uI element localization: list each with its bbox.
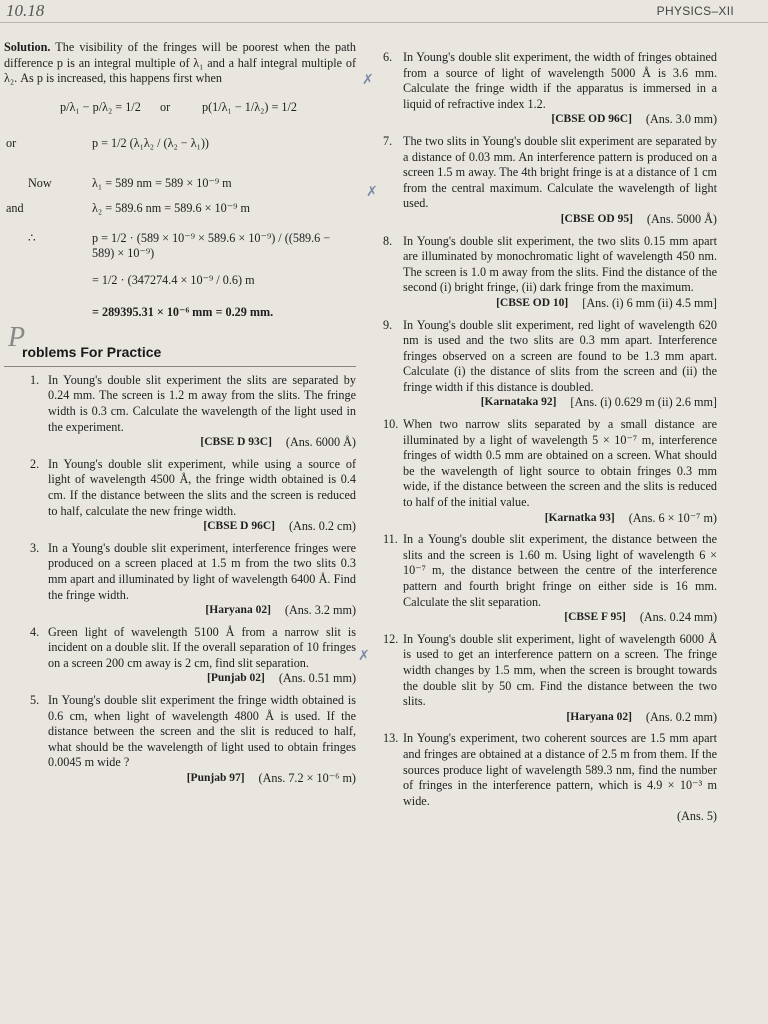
and-body: λ₂ = 589.6 nm = 589.6 × 10⁻⁹ m — [92, 200, 250, 215]
problem-source: [CBSE OD 10] — [496, 296, 569, 309]
problem-answer: (Ans. 5) — [677, 809, 717, 824]
problem-number: 5. — [30, 693, 40, 708]
eq1-rhs: p(1/λ₁ − 1/λ₂) = 1/2 — [202, 99, 297, 114]
equation-and — [4, 198, 356, 220]
problem-source: [Haryana 02] — [566, 710, 632, 723]
problem-answer: (Ans. 3.0 mm) — [645, 112, 717, 127]
problem-answer: (Ans. 0.2 cm) — [288, 519, 356, 534]
therefore-label: ∴ — [28, 230, 36, 245]
problem-answer: (Ans. 0.24 mm) — [639, 610, 717, 625]
problem-source-answer — [48, 671, 356, 687]
problem-source-answer — [48, 519, 356, 535]
result-body: = 289395.31 × 10⁻⁶ mm = 0.29 mm. — [92, 304, 274, 319]
pen-mark-icon: ✗ — [362, 72, 374, 88]
problem-item — [383, 632, 717, 726]
problem-number: 3. — [30, 540, 40, 555]
problem-item — [383, 532, 717, 626]
problem-source: [Punjab 02] — [206, 672, 265, 685]
equation-2 — [4, 133, 356, 155]
problem-source: [Karnatka 93] — [544, 511, 615, 524]
problem-number: 7. — [383, 133, 393, 148]
section-title: roblems For Practice — [22, 343, 162, 360]
solution-paragraph — [4, 40, 356, 87]
eq2-label: or — [6, 135, 17, 150]
problem-answer: [Ans. (i) 0.629 m (ii) 2.6 mm] — [570, 395, 717, 410]
page-number: 10.18 — [6, 1, 45, 20]
problem-number: 12. — [383, 631, 399, 646]
problem-text: In Young's double slit experiment, the width of fringes obtained from a source of light of wavelength 5000 Å is 3.6 mm. Calculate the fringe width if the apparatus is immersed in a liquid of refractive index 1.2. — [403, 50, 717, 111]
problem-source-answer — [403, 511, 717, 527]
problem-number: 8. — [383, 233, 393, 248]
eq1-lhs: p/λ₁ − p/λ₂ = 1/2 — [60, 99, 141, 114]
equation-now — [4, 173, 356, 195]
problem-item — [4, 541, 356, 619]
problem-number: 2. — [30, 456, 40, 471]
therefore-body: p = 1/2 · (589 × 10⁻⁹ × 589.6 × 10⁻⁹) / ((589.6 − 589) × 10⁻⁹) — [92, 230, 331, 261]
problem-number: 9. — [383, 317, 393, 332]
now-label: Now — [28, 175, 52, 190]
problem-text: In Young's double slit experiment, light of wavelength 6000 Å is used to get an interference pattern on a screen. The fringe width changes by 1.5 mm, when the screen is brought towards the double slit by 50 cm. Find the distance between the two slits. — [403, 631, 717, 709]
and-label: and — [6, 200, 24, 215]
equation-therefore — [4, 228, 356, 262]
problem-text: In Young's double slit experiment the slits are separated by 0.24 mm. The screen is 1.2 m away from the slits. The fringe width is 0.3 cm. Calculate the wavelength of the light used in the experiment. — [48, 372, 356, 434]
right-column — [383, 44, 717, 825]
page-header — [0, 0, 768, 23]
problem-item — [383, 134, 717, 228]
problem-number: 1. — [30, 372, 40, 387]
problem-source-answer — [48, 771, 356, 787]
problem-text: In Young's double slit experiment the fringe width obtained is 0.6 cm, when light of wavelength 4800 Å is used. If the distance between the screen and the slit is reduced to half, what should be the wavelength of light used to obtain fringes 0.0045 m wide ? — [48, 693, 356, 770]
problem-number: 4. — [30, 624, 40, 639]
problem-item — [383, 234, 717, 312]
equation-result — [4, 302, 356, 324]
problem-text: In Young's double slit experiment, while using a source of light of wavelength 4500 Å, the fringe width obtained is 0.4 cm. If the distance between the slits and the screen is reduced to half, calculate the new fringe width. — [48, 456, 356, 518]
solution-label: Solution. — [4, 40, 51, 54]
problem-source: [CBSE OD 95] — [560, 212, 633, 225]
subject-title: PHYSICS–XII — [656, 4, 734, 18]
left-problem-list — [4, 373, 356, 787]
problem-answer: (Ans. 3.2 mm) — [284, 603, 356, 618]
pen-mark-icon: ✗ — [366, 184, 378, 200]
problem-source-answer — [403, 809, 717, 825]
problem-item — [4, 693, 356, 787]
problem-source-answer — [48, 435, 356, 451]
problem-source: [CBSE D 93C] — [200, 436, 272, 449]
eq2-body: p = 1/2 (λ₁λ₂ / (λ₂ − λ₁)) — [92, 135, 209, 150]
problem-number: 6. — [383, 50, 393, 64]
problem-text: The two slits in Young's double slit experiment are separated by a distance of 0.03 mm. An interference pattern is produced on a screen 1.5 m away. The 4th bright fringe is at a distance of 1 cm from the central maximum. Calculate the wavelength of light used. — [403, 133, 717, 211]
section-heading — [4, 321, 356, 367]
right-problem-list — [383, 50, 717, 825]
problem-source: [Punjab 97] — [186, 772, 245, 785]
problem-source-answer — [403, 296, 717, 312]
problem-source: [CBSE D 96C] — [203, 520, 275, 533]
problem-source: [CBSE OD 96C] — [551, 113, 632, 126]
problem-item — [4, 625, 356, 687]
problem-item — [383, 50, 717, 128]
problem-text: When two narrow slits separated by a small distance are illuminated by a light of wavelength 5 × 10⁻⁷ m, interference fringes of width 0.5 mm are obtained on a screen. What should be the wavelength of light source to obtain fringes 0.3 mm wide, if the distance between the screen and the slits is reduced to half of the initial value. — [403, 417, 717, 510]
problem-text: Green light of wavelength 5100 Å from a narrow slit is incident on a double slit. If the overall separation of 10 fringes on a screen 200 cm away is 2 cm, find slit separation. — [48, 624, 356, 670]
problem-number: 10. — [383, 417, 399, 432]
problem-item — [383, 318, 717, 412]
problem-text: In Young's double slit experiment, the two slits 0.15 mm apart are illuminated by monochromatic light of wavelength 450 nm. The screen is 1.0 m away from the slits. Find the distance of the second (i) bright fringe, (ii) dark fringe from the maximum. — [403, 233, 717, 295]
problem-number: 11. — [383, 532, 398, 547]
eq1-or: or — [160, 99, 171, 114]
problem-item — [4, 457, 356, 535]
problem-item — [383, 417, 717, 526]
problem-source-answer — [403, 610, 717, 626]
pen-mark-icon: ✗ — [358, 648, 370, 664]
problem-item — [383, 731, 717, 825]
problem-answer: (Ans. 5000 Å) — [646, 211, 717, 226]
equation-step — [4, 270, 356, 292]
equation-1 — [4, 97, 356, 119]
problem-answer: (Ans. 7.2 × 10⁻⁶ m) — [258, 771, 356, 786]
problem-answer: (Ans. 6000 Å) — [285, 435, 356, 450]
problem-source: [Haryana 02] — [205, 604, 271, 617]
problem-answer: (Ans. 0.2 mm) — [645, 709, 717, 724]
problem-item — [4, 373, 356, 451]
problem-answer: (Ans. 6 × 10⁻⁷ m) — [628, 510, 717, 525]
now-body: λ₁ = 589 nm = 589 × 10⁻⁹ m — [92, 175, 232, 190]
left-column — [4, 40, 356, 787]
problem-source-answer — [48, 603, 356, 619]
problem-source-answer — [403, 395, 717, 411]
problem-text: In Young's double slit experiment, red light of wavelength 620 nm is used and the two slits are 0.3 mm apart. Interference fringes observed on a screen are found to be 1.3 mm apart. Calculate (i) the distance of slits from the screen and (ii) the fringe width if this distance is doubled. — [403, 317, 717, 394]
problem-source-answer — [403, 112, 717, 128]
problem-text: In a Young's double slit experiment, interference fringes were produced on a screen placed at 1.5 m from the two slits 0.3 mm apart and illuminated by light of wavelength 6400 Å. Find the fringe width. — [48, 540, 356, 602]
problem-text: In Young's experiment, two coherent sources are 1.5 mm apart and fringes are obtained at a distance of 2.5 m from them. If the sources produce light of wavelength 589.3 nm, find the number of fringes in the interference pattern, which is 4.9 × 10⁻³ m wide. — [403, 731, 717, 808]
problem-source: [Karnataka 92] — [480, 396, 557, 409]
problem-text: In a Young's double slit experiment, the distance between the slits and the screen is 1.60 m. Using light of wavelength 6 × 10⁻⁷ m, the distance between the centre of the interference pattern and fourth bright fringe on either side is 16 mm. Calculate the slit separation. — [403, 532, 717, 609]
solution-text: The visibility of the fringes will be poorest when the path difference p is an integral multiple of λ₁ and a half integral multiple of λ₂. As p is increased, this happens first when — [4, 40, 356, 86]
problem-answer: (Ans. 0.51 mm) — [278, 671, 356, 686]
problem-number: 13. — [383, 731, 399, 746]
section-initial: P — [8, 321, 26, 353]
step-body: = 1/2 · (347274.4 × 10⁻⁹ / 0.6) m — [92, 272, 255, 287]
problem-source-answer — [403, 212, 717, 228]
problem-source-answer — [403, 710, 717, 726]
problem-answer: [Ans. (i) 6 mm (ii) 4.5 mm] — [582, 295, 717, 310]
problem-source: [CBSE F 95] — [564, 611, 626, 624]
